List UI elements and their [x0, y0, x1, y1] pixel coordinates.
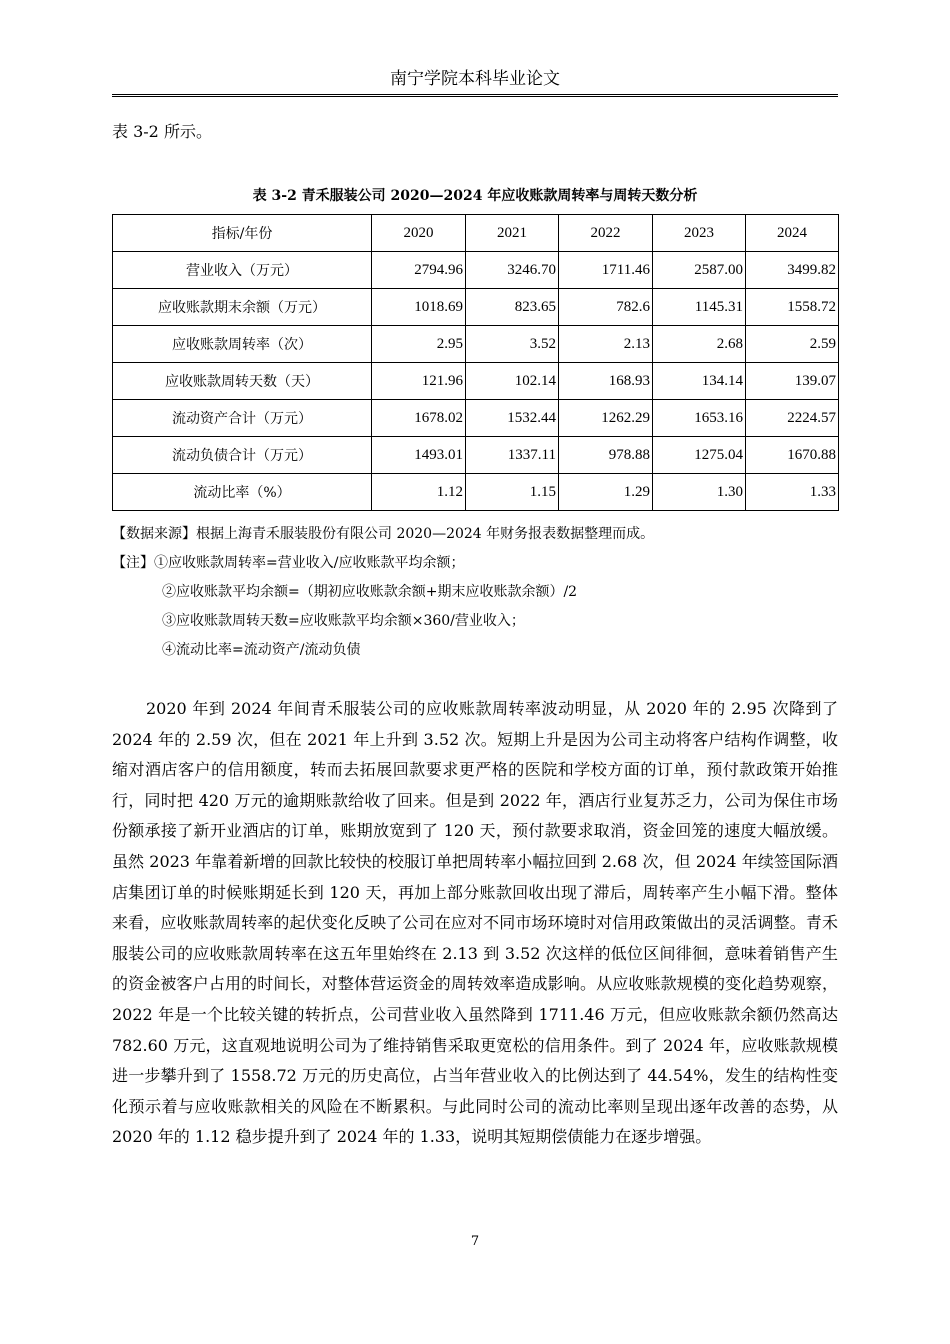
header-rule-thin — [112, 96, 838, 97]
table-header-row — [113, 215, 839, 252]
table-cell: 782.6 — [559, 289, 653, 326]
header-rule — [112, 94, 838, 95]
table-notes — [112, 520, 654, 665]
table-cell: 3499.82 — [746, 252, 839, 289]
table-row — [113, 437, 839, 474]
table-cell: 1670.88 — [746, 437, 839, 474]
header-year: 2020 — [372, 215, 466, 252]
row-label: 营业收入（万元） — [113, 252, 372, 289]
table-row — [113, 252, 839, 289]
table-cell: 1275.04 — [653, 437, 746, 474]
formula-note: ②应收账款平均余额=（期初应收账款余额+期末应收账款余额）/2 — [162, 584, 578, 600]
table-row — [113, 400, 839, 437]
page-number: 7 — [470, 1234, 480, 1249]
running-header: 南宁学院本科毕业论文 — [390, 69, 560, 89]
table-cell: 1.33 — [746, 474, 839, 511]
table-cell: 1678.02 — [372, 400, 466, 437]
table-cell: 3246.70 — [466, 252, 559, 289]
table-cell: 1532.44 — [466, 400, 559, 437]
table-cell: 134.14 — [653, 363, 746, 400]
table-cell: 1653.16 — [653, 400, 746, 437]
table-cell: 2.68 — [653, 326, 746, 363]
row-label: 应收账款周转率（次） — [113, 326, 372, 363]
data-source-note: 【数据来源】根据上海青禾服装股份有限公司 2020—2024 年财务报表数据整理而成。 — [112, 526, 655, 542]
table-cell: 1.30 — [653, 474, 746, 511]
row-label: 流动负债合计（万元） — [113, 437, 372, 474]
formula-note: 【注】①应收账款周转率=营业收入/应收账款平均余额； — [112, 555, 465, 571]
table-cell: 1262.29 — [559, 400, 653, 437]
header-year: 2023 — [653, 215, 746, 252]
table-cell: 1018.69 — [372, 289, 466, 326]
table-cell: 2.13 — [559, 326, 653, 363]
table-cell: 3.52 — [466, 326, 559, 363]
table-caption: 表 3-2 青禾服装公司 2020—2024 年应收账款周转率与周转天数分析 — [252, 188, 698, 204]
table-cell: 2794.96 — [372, 252, 466, 289]
header-year: 2021 — [466, 215, 559, 252]
table-row — [113, 363, 839, 400]
intro-text: 表 3-2 所示。 — [112, 122, 212, 141]
table-cell: 1493.01 — [372, 437, 466, 474]
table-cell: 121.96 — [372, 363, 466, 400]
table-cell: 168.93 — [559, 363, 653, 400]
header-year: 2024 — [746, 215, 839, 252]
data-table — [112, 214, 839, 511]
row-label: 应收账款周转天数（天） — [113, 363, 372, 400]
table-cell: 1.29 — [559, 474, 653, 511]
table-cell: 978.88 — [559, 437, 653, 474]
row-label: 流动比率（%） — [113, 474, 372, 511]
header-year: 2022 — [559, 215, 653, 252]
table-cell: 2.95 — [372, 326, 466, 363]
table-cell: 1711.46 — [559, 252, 653, 289]
row-label: 应收账款期末余额（万元） — [113, 289, 372, 326]
body-paragraph: 2020 年到 2024 年间青禾服装公司的应收账款周转率波动明显，从 2020 年的 2.95 次降到了 2024 年的 2.59 次，但在 2021 年上升到 3.52 次。短期上升是因为公司主动将客户结构作调整，收缩对酒店客户的信用额度，转而去拓展回款要求更严格的医院和学校方面的订单，预付款政策开始推行，同时把 420 万元的逾期账款给收了回来。但是到 2022 年，酒店行业复苏乏力，公司为保住市场份额承接了新开业酒店的订单，账期放宽到了 120 天，预付款要求取消，资金回笼的速度大幅放缓。虽然 2023 年靠着新增的回款比较快的校服订单把周转率小幅拉回到 2.68 次，但 2024 年续签国际酒店集团订单的时候账期延长到 120 天，再加上部分账款回收出现了滞后，周转率产生小幅下滑。整体来看，应收账款周转率的起伏变化反映了公司在应对不同市场环境时对信用政策做出的灵活调整。青禾服装公司的应收账款周转率在这五年里始终在 2.13 到 3.52 次这样的低位区间徘徊，意味着销售产生的资金被客户占用的时间长，对整体营运资金的周转效率造成影响。从应收账款规模的变化趋势观察，2022 年是一个比较关键的转折点，公司营业收入虽然降到 1711.46 万元，但应收账款余额仍然高达 782.60 万元，这直观地说明公司为了维持销售采取更宽松的信用条件。到了 2024 年，应收账款规模进一步攀升到了 1558.72 万元的历史高位，占当年营业收入的比例达到了 44.54%，发生的结构性变化预示着与应收账款相关的风险在不断累积。与此同时公司的流动比率则呈现出逐年改善的态势，从 2020 年的 1.12 稳步提升到了 2024 年的 1.33，说明其短期偿债能力在逐步增强。 — [112, 699, 838, 1147]
table-cell: 1.12 — [372, 474, 466, 511]
row-label: 流动资产合计（万元） — [113, 400, 372, 437]
table-cell: 1558.72 — [746, 289, 839, 326]
table-cell: 102.14 — [466, 363, 559, 400]
table-row — [113, 474, 839, 511]
formula-note: ④流动比率=流动资产/流动负债 — [162, 642, 361, 658]
table-cell: 2587.00 — [653, 252, 746, 289]
header-indicator: 指标/年份 — [113, 215, 372, 252]
table-row — [113, 289, 839, 326]
table-cell: 823.65 — [466, 289, 559, 326]
table-cell: 1.15 — [466, 474, 559, 511]
table-row — [113, 326, 839, 363]
table-cell: 2.59 — [746, 326, 839, 363]
table-cell: 2224.57 — [746, 400, 839, 437]
formula-note: ③应收账款周转天数=应收账款平均余额×360/营业收入； — [162, 613, 525, 629]
table-cell: 1337.11 — [466, 437, 559, 474]
table-cell: 1145.31 — [653, 289, 746, 326]
table-cell: 139.07 — [746, 363, 839, 400]
